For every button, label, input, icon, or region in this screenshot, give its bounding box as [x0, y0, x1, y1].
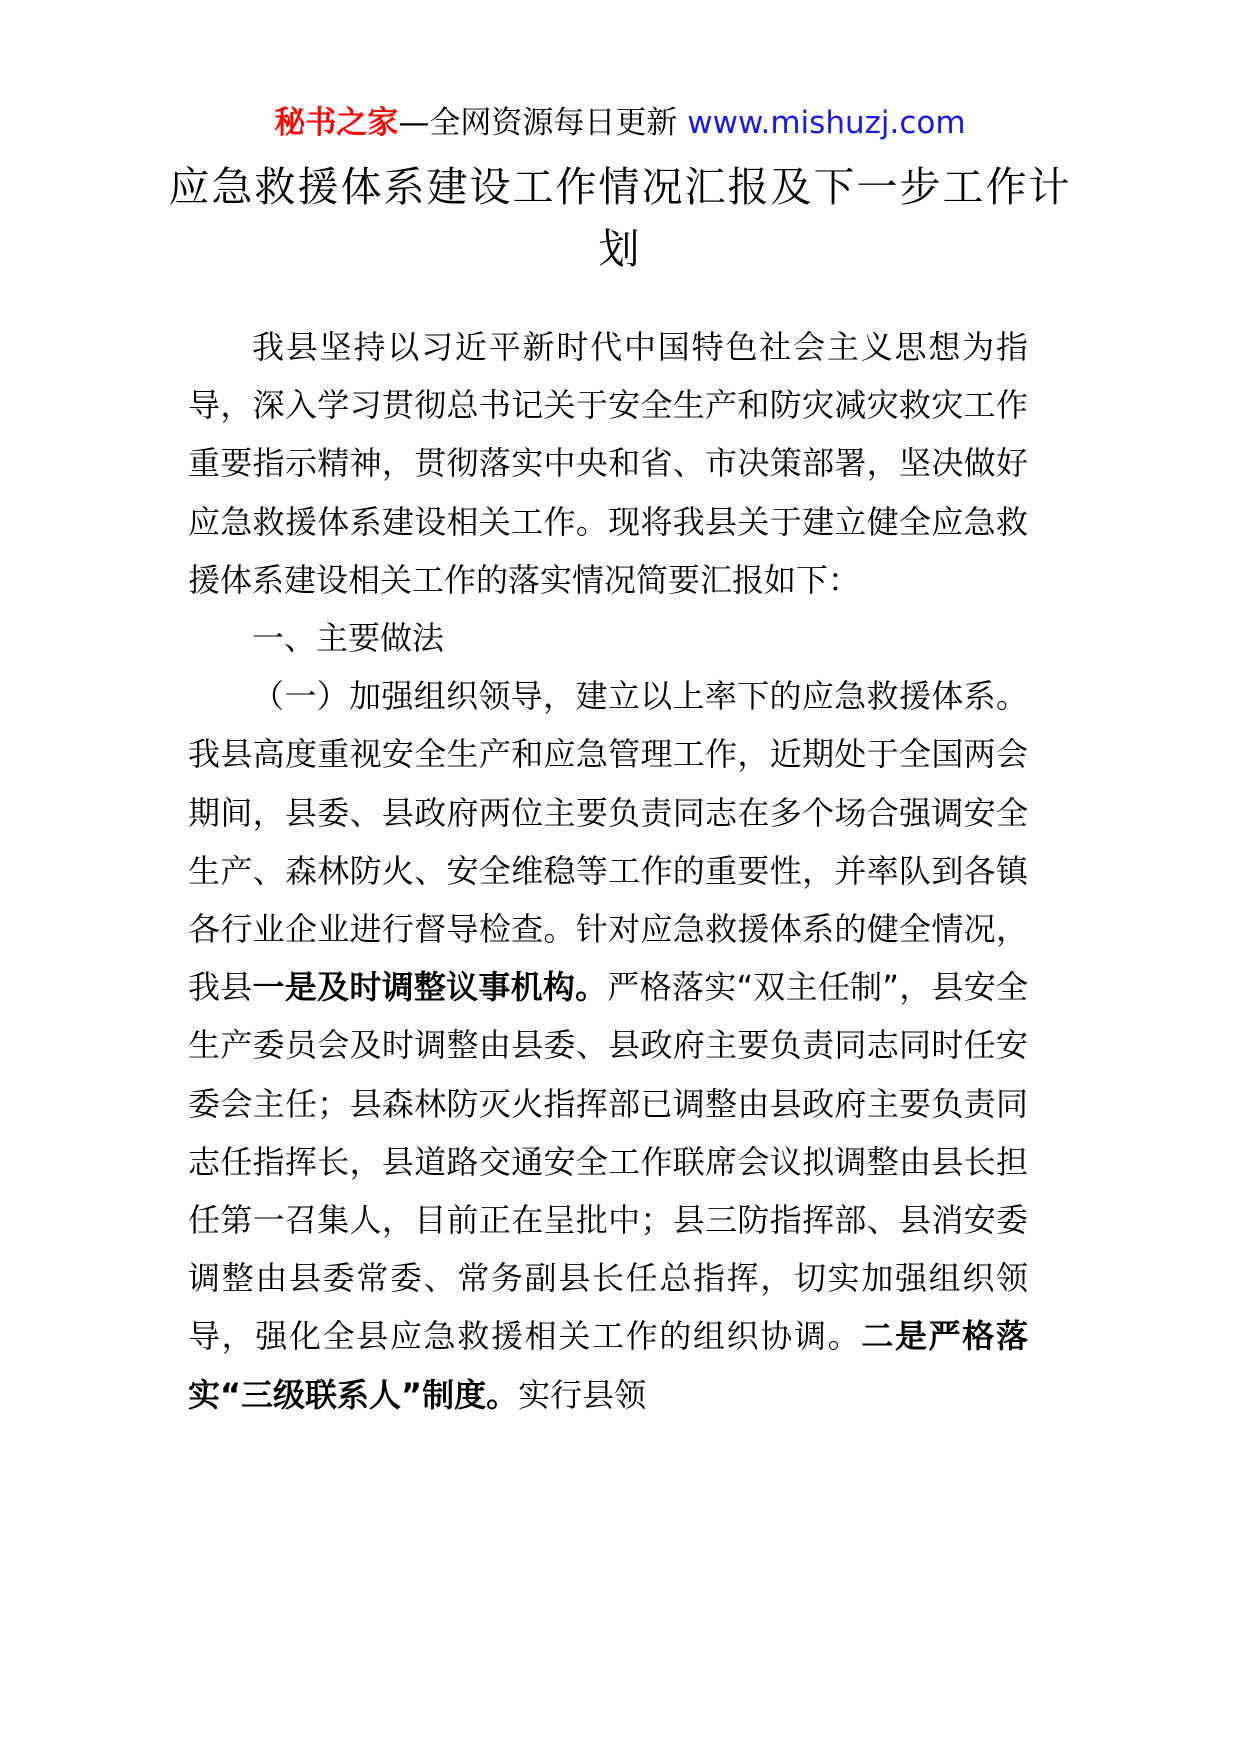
point-one-bold: 一是及时调整议事机构。: [252, 968, 608, 1007]
item-lead-text: （一）加强组织领导，建立以上率下的应急救援体系。我县高度重视安全生产和应急管理工作，近期处于全国两会期间，县委、县政府两位主要负责同志在多个场合强调安全生产、森林防火、安全维稳等工作的重要性，并率队到各镇各行业企业进行督导检查。针对应急救援体系的健全情况，我县: [188, 677, 1028, 1007]
item-paragraph: [188, 667, 1028, 1424]
site-url-link[interactable]: www.mishuzj.com: [687, 105, 966, 141]
intro-paragraph: 我县坚持以习近平新时代中国特色社会主义思想为指导，深入学习贯彻总书记关于安全生产和防灾减灾救灾工作重要指示精神，贯彻落实中央和省、市决策部署，坚决做好应急救援体系建设相关工作。现将我县关于建立健全应急救援体系建设相关工作的落实情况简要汇报如下：: [188, 328, 1028, 599]
document-body: [188, 318, 1028, 1424]
header-tagline: —全网资源每日更新: [398, 105, 678, 141]
brand-name: 秘书之家: [274, 105, 399, 141]
point-one-text: 严格落实“双主任制”，县安全生产委员会及时调整由县委、县政府主要负责同志同时任安委会主任；县森林防灭火指挥部已调整由县政府主要负责同志任指挥长，县道路交通安全工作联席会议拟调整由县长担任第一召集人，目前正在呈批中；县三防指挥部、县消安委调整由县委常委、常务副县长任总指挥，切实加强组织领导，强化全县应急救援相关工作的组织协调。: [188, 968, 1028, 1356]
section-heading: 一、主要做法: [252, 619, 445, 658]
source-header: [0, 98, 1240, 148]
point-two-bold: 二是严格落实“三级联系人”制度。: [188, 1317, 1028, 1414]
document-title: 应急救援体系建设工作情况汇报及下一步工作计划: [168, 163, 1072, 273]
point-two-text: 实行县领: [518, 1375, 647, 1414]
